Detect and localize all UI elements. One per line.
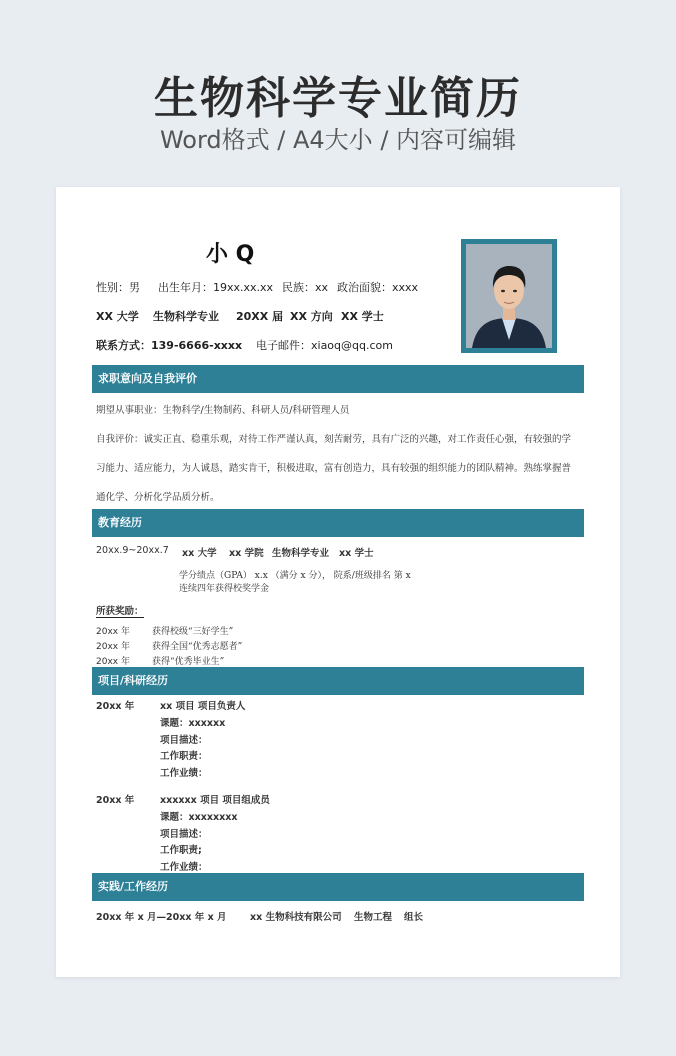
project-title: xx 项目 项目负责人: [160, 701, 246, 712]
person-portrait-icon: [466, 244, 552, 348]
self-evaluation-line-2: 习能力、适应能力，为人诚恳，踏实肯干，积极进取，富有创造力，具有较强的组织能力的团队精神。熟练掌握普: [96, 463, 572, 474]
project-result: 工作业绩：: [160, 768, 208, 779]
project-year: 20xx 年: [96, 795, 135, 806]
university: XX 大学: [96, 310, 139, 323]
project-year: 20xx 年: [96, 701, 135, 712]
self-evaluation-line-3: 通化学、分析化学品质分析。: [96, 492, 220, 503]
project-duty: 工作职责;: [160, 845, 202, 856]
project-duty: 工作职责：: [160, 751, 208, 762]
project-title: xxxxxx 项目 项目组成员: [160, 795, 270, 806]
education-degree: xx 学士: [339, 548, 374, 559]
practice-period: 20xx 年 x 月—20xx 年 x 月: [96, 912, 227, 923]
job-target: 期望从事职业：生物科学/生物制药、科研人员/科研管理人员: [96, 405, 350, 416]
award-text: 获得全国“优秀志愿者”: [152, 642, 243, 652]
political-status: 政治面貌：xxxx: [337, 281, 419, 294]
email: 电子邮件：xiaoq@qq.com: [256, 339, 393, 352]
award-text: 获得“优秀毕业生”: [152, 657, 225, 667]
practice-department: 生物工程: [354, 912, 393, 923]
hero-subtitle: Word格式 / A4大小 / 内容可编辑: [159, 126, 517, 154]
profile-photo: [466, 244, 552, 348]
phone: 联系方式：139-6666-xxxx: [96, 339, 243, 352]
project-description: 项目描述：: [160, 829, 208, 840]
photo-frame: [461, 239, 557, 353]
project-topic: 课题：xxxxxxxx: [160, 812, 238, 823]
awards-title: 所获奖励：: [96, 603, 144, 618]
direction: XX 方向: [290, 310, 333, 323]
degree: XX 学士: [341, 310, 384, 323]
section-practice-header: 实践/工作经历: [92, 873, 584, 901]
hero-title: 生物科学专业简历: [154, 73, 522, 124]
award-year: 20xx 年: [96, 657, 130, 667]
section-projects-header: 项目/科研经历: [92, 667, 584, 695]
award-year: 20xx 年: [96, 642, 130, 652]
self-evaluation-line-1: 自我评价：诚实正直、稳重乐观，对待工作严谨认真，刻苦耐劳，具有广泛的兴趣，对工作责任心强，有较强的学: [96, 434, 572, 445]
ethnicity: 民族：xx: [282, 281, 329, 294]
practice-company: xx 生物科技有限公司: [250, 912, 342, 923]
section-education-header: 教育经历: [92, 509, 584, 537]
project-description: 项目描述：: [160, 735, 208, 746]
education-major: 生物科学专业: [272, 548, 330, 559]
major: 生物科学专业: [153, 310, 219, 323]
education-college: xx 学院: [229, 548, 264, 559]
gender: 性别：男: [96, 281, 140, 294]
education-period: 20xx.9~20xx.7: [96, 545, 169, 556]
candidate-name: 小 Q: [206, 242, 255, 267]
education-scholarship: 连续四年获得校奖学金: [179, 584, 270, 594]
education-gpa: 学分绩点（GPA） x.x （满分 x 分）， 院系/班级排名 第 x: [179, 571, 411, 581]
birth-date: 出生年月：19xx.xx.xx: [158, 281, 274, 294]
practice-role: 组长: [404, 912, 424, 923]
education-school: xx 大学: [182, 548, 217, 559]
graduation-year: 20XX 届: [236, 310, 284, 323]
award-year: 20xx 年: [96, 627, 130, 637]
section-objective-header: 求职意向及自我评价: [92, 365, 584, 393]
resume-paper: [56, 187, 620, 977]
project-topic: 课题：xxxxxx: [160, 718, 226, 729]
award-text: 获得校级“三好学生”: [152, 627, 234, 637]
project-result: 工作业绩：: [160, 862, 208, 873]
